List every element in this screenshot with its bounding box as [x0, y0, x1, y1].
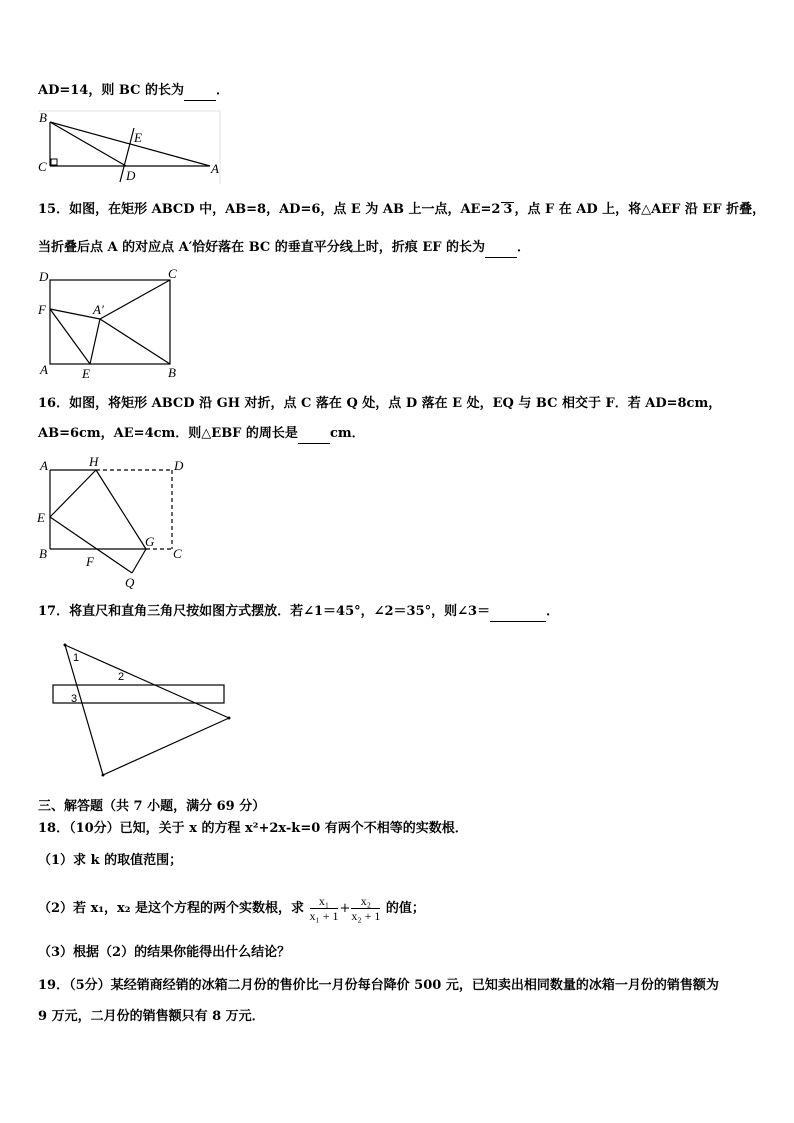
answer-blank	[184, 82, 216, 101]
label-D: D	[126, 168, 136, 183]
figure-q15	[36, 265, 186, 383]
figure-q16	[36, 453, 188, 591]
angle-1-label: 1	[73, 652, 80, 664]
label-A: A	[40, 458, 48, 473]
q16-line-1: 16．如图，将矩形 ABCD 沿 GH 对折，点 C 落在 Q 处，点 D 落在 E 处，EQ 与 BC 相交于 F．若 AD=8cm，	[38, 396, 722, 411]
q17-line: 17．将直尺和直角三角尺按如图方式摆放．若∠1＝45°，∠2＝35°，则∠3＝ ．	[38, 603, 559, 622]
label-C: C	[168, 266, 177, 281]
answer-blank	[485, 239, 517, 258]
label-C: C	[38, 159, 47, 174]
label-E: E	[82, 366, 90, 381]
label-B: B	[168, 365, 176, 380]
label-C: C	[173, 546, 182, 561]
fraction-1: $\frac{\text{x₁}}{\text{x₁ + 1}}$	[309, 894, 339, 923]
label-D: D	[174, 458, 184, 473]
figure-q17	[50, 638, 236, 780]
sqrt-expression: 3	[503, 202, 513, 217]
q19-line-1: 19．（5分）某经销商经销的冰箱二月份的售价比一月份每台降价 500 元，已知卖出相同数量的冰箱一月份的销售额为	[38, 978, 719, 993]
label-A: A	[211, 161, 219, 176]
section-header: 三、解答题（共 7 小题，满分 69 分）	[38, 799, 266, 814]
label-B: B	[39, 546, 47, 561]
answer-blank	[490, 603, 546, 622]
q14-tail-line: AD=14，则 BC 的长为 ．	[38, 82, 229, 101]
q18-part-1: （1）求 k 的取值范围；	[38, 853, 183, 868]
angle-2-label: 2	[118, 671, 125, 683]
label-B: B	[39, 110, 47, 125]
label-A: A	[40, 362, 48, 377]
q18-intro: 18．（10分）已知，关于 x 的方程 x²+2x-k=0 有两个不相等的实数根．	[38, 821, 468, 836]
q18-part-2: （2）若 x₁，x₂ 是这个方程的两个实数根，求 $\frac{\text{x₁}}{\text{x₁ + 1}}$ + $\frac{\text{x₂}}{\text{x₂ + 1}}$ 的值；	[38, 894, 425, 923]
q16-line-2: AB=6cm，AE=4cm．则△EBF 的周长是 cm．	[38, 425, 365, 444]
q15-line-2: 当折叠后点 A 的对应点 A′恰好落在 BC 的垂直平分线上时，折痕 EF 的长为 ．	[38, 239, 530, 258]
angle-3-label: 3	[71, 693, 78, 705]
fraction-2: $\frac{\text{x₂}}{\text{x₂ + 1}}$	[351, 894, 381, 923]
q18-part-3: （3）根据（2）的结果你能得出什么结论？	[38, 945, 291, 960]
label-D: D	[39, 269, 49, 284]
label-A-prime: A′	[93, 302, 104, 317]
label-Q: Q	[125, 575, 135, 590]
label-F: F	[86, 554, 94, 569]
figure-q14	[36, 110, 222, 186]
answer-blank	[298, 425, 330, 444]
q15-line-1: 15．如图，在矩形 ABCD 中，AB=8，AD=6，点 E 为 AB 上一点，AE=2 3 ，点 F 在 AD 上，将△AEF 沿 EF 折叠，	[38, 202, 766, 217]
label-E: E	[37, 510, 45, 525]
q19-line-2: 9 万元，二月份的销售额只有 8 万元．	[38, 1009, 265, 1024]
label-F: F	[38, 302, 46, 317]
label-H: H	[89, 454, 99, 469]
label-E: E	[134, 130, 142, 145]
label-G: G	[145, 534, 155, 549]
